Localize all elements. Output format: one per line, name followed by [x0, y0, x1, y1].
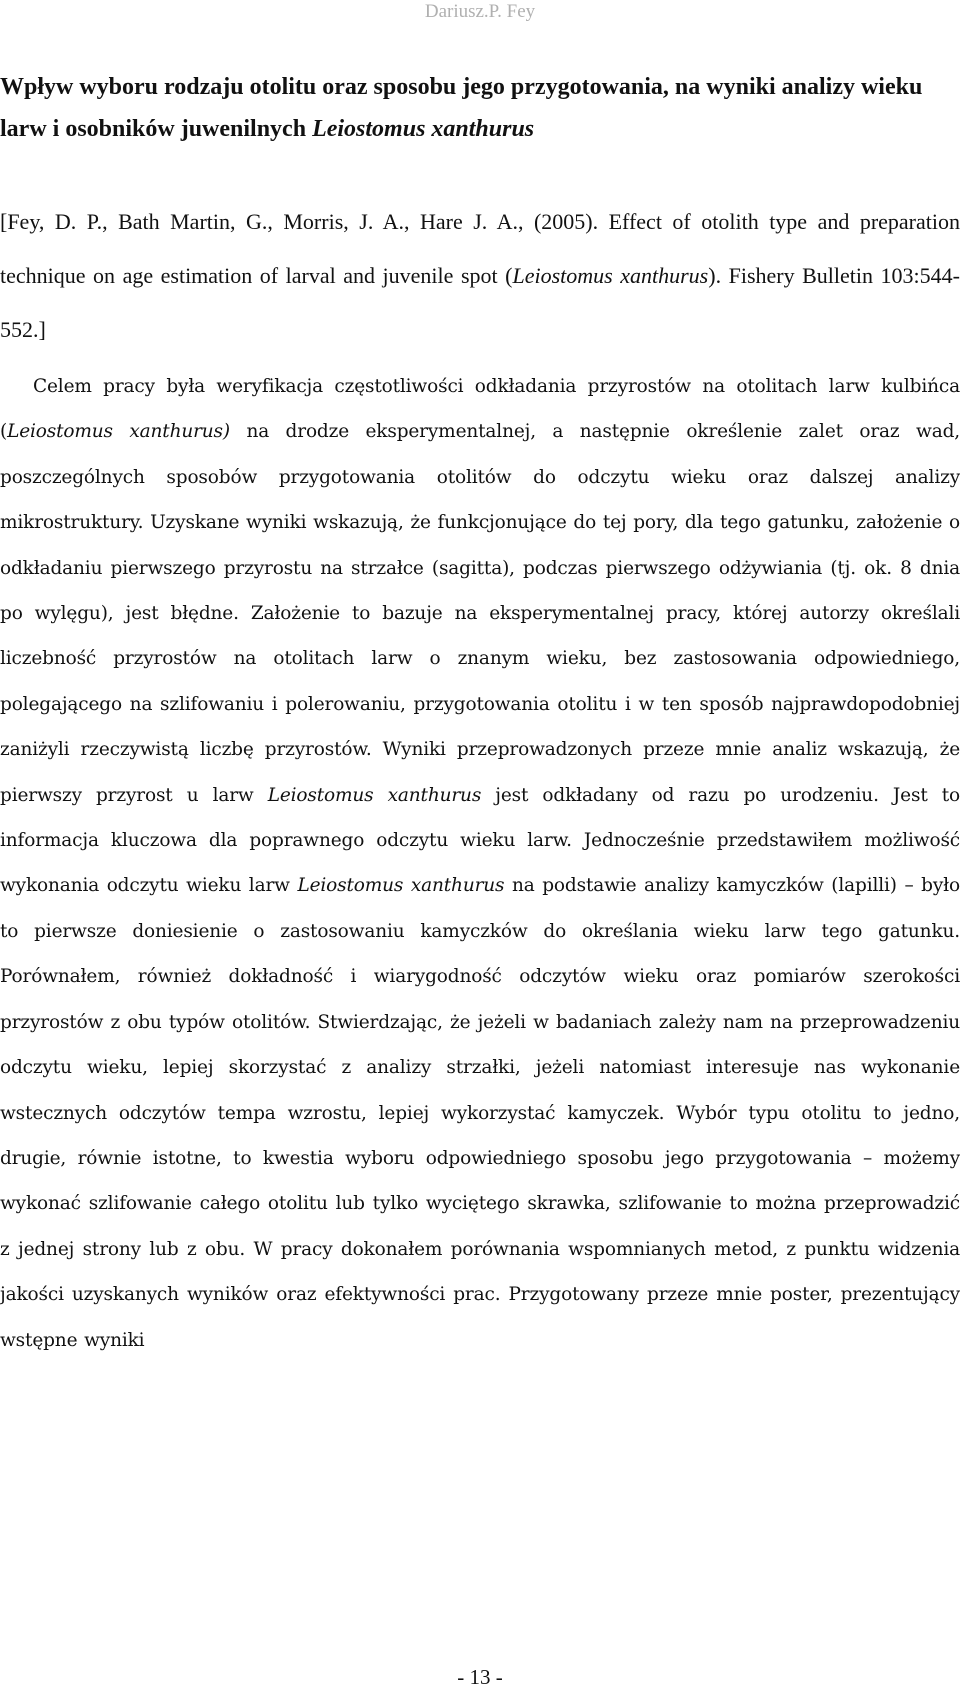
- title-text: Wpływ wyboru rodzaju otolitu oraz sposobu jego przygotowania, na wyniki analizy wieku larw i osobników juwenilnych: [0, 74, 923, 142]
- body-species-1: Leiostomus xanthurus): [7, 421, 230, 443]
- page-number: - 13 -: [457, 1665, 503, 1689]
- body-text-3: jest odkładany od razu po urodzeniu. Jest to informacja kluczowa dla poprawnego odczytu wieku larw. Jednocześnie przedstawiłem możliwość wykonania odczytu wieku larw: [0, 784, 960, 897]
- citation-species: Leiostomus xanthurus: [512, 263, 709, 288]
- running-header-author: Dariusz.P. Fey: [424, 1, 536, 22]
- body-text-1: Celem pracy była weryfikacja częstotliwości odkładania przyrostów na otolitach larw kulbińca (: [0, 376, 960, 443]
- citation-text-end: ). Fishery Bulletin 103:544-552.]: [0, 263, 960, 342]
- body-paragraph: [0, 364, 960, 1363]
- citation-text-start: [Fey, D. P., Bath Martin, G., Morris, J. A., Hare J. A., (2005). Effect of otolith type and preparation technique on age estimation of larval and juvenile spot (: [0, 209, 960, 288]
- citation: [0, 195, 960, 357]
- body-text-2: na drodze eksperymentalnej, a następnie określenie zalet oraz wad, poszczególnych sposobów przygotowania otolitów do odczytu wieku oraz dalszej analizy mikrostruktury. Uzyskane wyniki wskazują, że funkcjonujące do tej pory, dla tego gatunku, założenie o odkładaniu pierwszego przyrostu na strzałce (sagitta), podczas pierwszego odżywiania (tj. ok. 8 dnia po wylęgu), jest błędne. Założenie to bazuje na eksperymentalnej pracy, której autorzy określali liczebność przyrostów na otolitach larw o znanym wieku, bez zastosowania odpowiedniego, polegającego na szlifowaniu i polerowaniu, przygotowania otolitu i w ten sposób najprawdopodobniej zaniżyli rzeczywistą liczbę przyrostów. Wyniki przeprowadzonych przeze mnie analiz wskazują, że pierwszy przyrost u larw: [0, 421, 960, 806]
- body-text-4: na podstawie analizy kamyczków (lapilli) – było to pierwsze doniesienie o zastosowaniu kamyczków do określania wieku larw tego gatunku. Porównałem, również dokładność i wiarygodność odczytów wieku oraz pomiarów szerokości przyrostów z obu typów otolitów. Stwierdzając, że jeżeli w badaniach zależy nam na przeprowadzeniu odczytu wieku, lepiej skorzystać z analizy strzałki, jeżeli natomiast interesuje nas wykonanie wstecznych odczytów tempa wzrostu, lepiej wykorzystać kamyczek. Wybór typu otolitu to jedno, drugie, równie istotne, to kwestia wyboru odpowiedniego sposobu jego przygotowania – możemy wykonać szlifowanie całego otolitu lub tylko wyciętego skrawka, szlifowanie to można przeprowadzić z jednej strony lub z obu. W pracy dokonałem porównania wspomnianych metod, z punktu widzenia jakości uzyskanych wyników oraz efektywności prac. Przygotowany przeze mnie poster, prezentujący wstępne wyniki: [0, 875, 960, 1351]
- body-species-3: Leiostomus xanthurus: [297, 875, 505, 897]
- title-species: Leiostomus xanthurus: [312, 116, 535, 142]
- body-species-2: Leiostomus xanthurus: [267, 784, 482, 806]
- section-title: [0, 66, 960, 150]
